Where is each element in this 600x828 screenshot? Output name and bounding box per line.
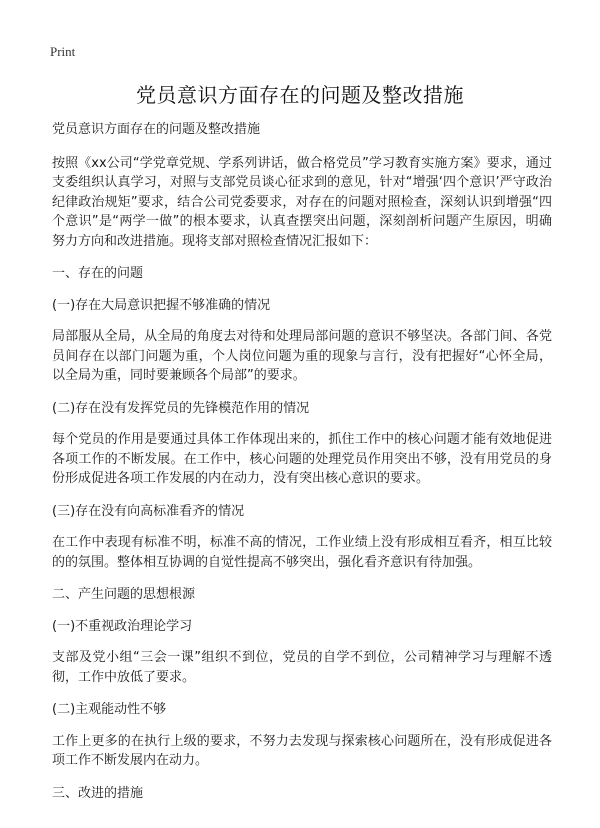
subsection-heading: (三)存在没有向高标准看齐的情况	[52, 503, 245, 519]
document-subtitle: 党员意识方面存在的问题及整改措施	[52, 122, 261, 137]
subsection-heading: (一)存在大局意识把握不够准确的情况	[52, 297, 271, 313]
paragraph: 工作上更多的在执行上级的要求，不努力去发现与探索核心问题所在，没有形成促进各项工作不断发展内在动力。	[52, 733, 552, 768]
paragraph: 局部服从全局，从全局的角度去对待和处理局部问题的意识不够坚决。各部门间、各党员间存在以部门问题为重，个人岗位问题为重的现象与言行，没有把握好“心怀全局，以全局为重，同时要兼顾各个局部”的要求。	[52, 329, 552, 383]
print-label[interactable]: Print	[50, 44, 76, 59]
subsection-heading: (二)存在没有发挥党员的先锋模范作用的情况	[52, 400, 310, 416]
paragraph: 每个党员的作用是要通过具体工作体现出来的，抓住工作中的核心问题才能有效地促进各项工作的不断发展。在工作中，核心问题的处理党员作用突出不够，没有用党员的身份形成促进各项工作发展的内在动力，没有突出核心意识的要求。	[52, 432, 552, 486]
subsection-heading: (二)主观能动性不够	[52, 702, 167, 717]
section-heading: 一、存在的问题	[52, 266, 144, 281]
section-heading: 二、产生问题的思想根源	[52, 587, 196, 602]
document-body	[52, 120, 552, 815]
paragraph: 支部及党小组“三会一课”组织不到位，党员的自学不到位，公司精神学习与理解不透彻，工作中放低了要求。	[52, 650, 552, 685]
document-title: 党员意识方面存在的问题及整改措施	[136, 83, 464, 107]
intro-paragraph: 按照《xx公司“学党章党规、学系列讲话，做合格党员”学习教育实施方案》要求，通过支委组织认真学习，对照与支部党员谈心征求到的意见，针对“增强‘四个意识’严守政治纪律政治规矩”要求，结合公司党委要求，对存在的问题对照检查，深刻认识到增强“四个意识”是“两学一做”的根本要求，认真查摆突出问题，深刻剖析问题产生原因，明确努力方向和改进措施。现将支部对照检查情况汇报如下：	[52, 155, 552, 249]
paragraph: 在工作中表现有标准不明，标准不高的情况，工作业绩上没有形成相互看齐，相互比较的的氛围。整体相互协调的自觉性提高不够突出，强化看齐意识有待加强。	[52, 535, 552, 570]
section-heading: 三、改进的措施	[52, 785, 144, 801]
subsection-heading: (一)不重视政治理论学习	[52, 618, 193, 634]
